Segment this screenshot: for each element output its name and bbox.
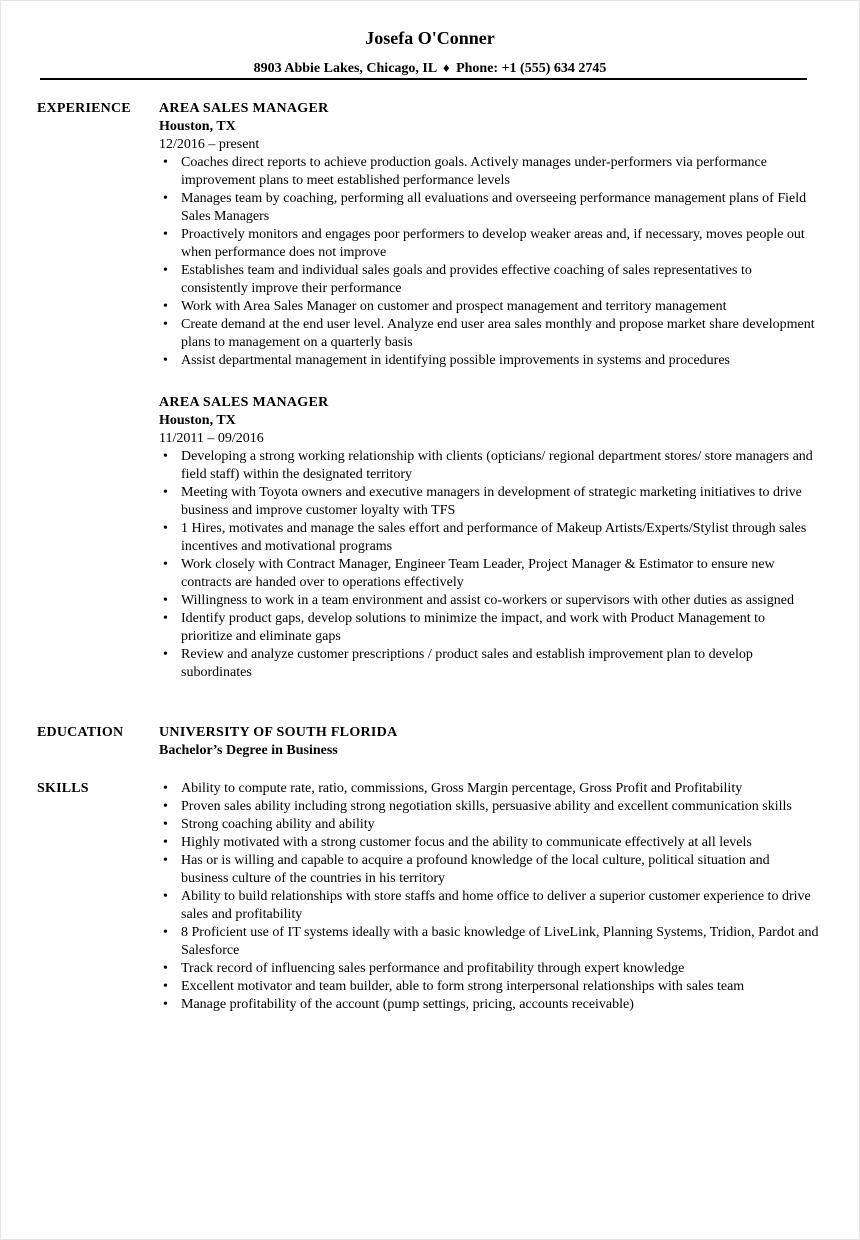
job-bullets: [159, 154, 819, 370]
school-name: UNIVERSITY OF SOUTH FLORIDA: [159, 725, 398, 740]
bullet-text: Coaches direct reports to achieve production goals. Actively manages under-performers via performance improvement plans to meet established performance levels: [181, 155, 767, 188]
bullet-icon: •: [163, 299, 168, 314]
bullet-icon: •: [163, 521, 168, 536]
list-item: [159, 298, 819, 316]
job-title: AREA SALES MANAGER: [159, 101, 329, 116]
job-entry: [159, 394, 819, 682]
contact-line: [1, 59, 859, 78]
bullet-text: Work with Area Sales Manager on customer and prospect management and territory management: [181, 299, 727, 314]
list-item: [159, 556, 819, 592]
bullet-icon: •: [163, 263, 168, 278]
bullet-icon: •: [163, 997, 168, 1012]
skill-text: Ability to build relationships with store staffs and home office to deliver a superior customer experience to drive sales and profitability: [181, 889, 811, 922]
bullet-text: Create demand at the end user level. Analyze end user area sales monthly and propose market share development plans to management on a quarterly basis: [181, 317, 815, 350]
bullet-icon: •: [163, 485, 168, 500]
job-dates: 12/2016 – present: [159, 137, 260, 152]
bullet-icon: •: [163, 317, 168, 332]
skill-text: Strong coaching ability and ability: [181, 817, 375, 832]
bullet-icon: •: [163, 155, 168, 170]
bullet-text: Developing a strong working relationship with clients (opticians/ regional department stores/ store managers and field staff) within the designated territory: [181, 449, 813, 482]
bullet-icon: •: [163, 353, 168, 368]
skill-text: Excellent motivator and team builder, able to form strong interpersonal relationships with sales team: [181, 979, 745, 994]
skills-list: [159, 780, 819, 1014]
degree: Bachelor’s Degree in Business: [159, 743, 338, 758]
list-item: [159, 798, 819, 816]
bullet-icon: •: [163, 611, 168, 626]
list-item: [159, 520, 819, 556]
diamond-separator-icon: ♦: [442, 60, 450, 75]
list-item: [159, 646, 819, 682]
bullet-icon: •: [163, 593, 168, 608]
job-entry: [159, 100, 819, 370]
bullet-icon: •: [163, 817, 168, 832]
list-item: [159, 610, 819, 646]
list-item: [159, 154, 819, 190]
bullet-text: Meeting with Toyota owners and executive managers in development of strategic marketing initiatives to drive business and improve customer loyalty with TFS: [181, 485, 802, 518]
list-item: [159, 262, 819, 298]
list-item: [159, 960, 819, 978]
list-item: [159, 978, 819, 996]
list-item: [159, 834, 819, 852]
bullet-icon: •: [163, 557, 168, 572]
skills-body: [159, 780, 819, 1014]
list-item: [159, 592, 819, 610]
address: 8903 Abbie Lakes, Chicago, IL: [253, 61, 437, 76]
bullet-text: Assist departmental management in identifying possible improvements in systems and procedures: [181, 353, 731, 368]
list-item: [159, 852, 819, 888]
skill-text: Manage profitability of the account (pump settings, pricing, accounts receivable): [181, 997, 634, 1012]
bullet-text: 1 Hires, motivates and manage the sales effort and performance of Makeup Artists/Experts/Stylist through sales incentives and motivational programs: [181, 521, 807, 554]
list-item: [159, 448, 819, 484]
list-item: [159, 484, 819, 520]
bullet-icon: •: [163, 799, 168, 814]
bullet-text: Work closely with Contract Manager, Engineer Team Leader, Project Manager & Estimator to ensure new contracts are handed over to operations effectively: [181, 557, 775, 590]
bullet-text: Identify product gaps, develop solutions to minimize the impact, and work with Product Management to prioritize and eliminate gaps: [181, 611, 765, 644]
bullet-icon: •: [163, 889, 168, 904]
candidate-name: Josefa O'Conner: [365, 28, 495, 48]
list-item: [159, 780, 819, 798]
bullet-icon: •: [163, 835, 168, 850]
list-item: [159, 316, 819, 352]
bullet-icon: •: [163, 979, 168, 994]
skill-text: Track record of influencing sales performance and profitability through expert knowledge: [181, 961, 685, 976]
experience-body: [159, 100, 819, 682]
skill-text: Has or is willing and capable to acquire a profound knowledge of the local culture, political situation and business culture of the countries in his territory: [181, 853, 770, 886]
list-item: [159, 888, 819, 924]
job-title: AREA SALES MANAGER: [159, 395, 329, 410]
job-location: Houston, TX: [159, 413, 236, 428]
bullet-icon: •: [163, 853, 168, 868]
job-location: Houston, TX: [159, 119, 236, 134]
skill-text: Highly motivated with a strong customer focus and the ability to communicate effectively at all levels: [181, 835, 752, 850]
list-item: [159, 226, 819, 262]
header-divider: [40, 78, 807, 80]
bullet-icon: •: [163, 191, 168, 206]
bullet-icon: •: [163, 925, 168, 940]
list-item: [159, 996, 819, 1014]
job-dates: 11/2011 – 09/2016: [159, 431, 264, 446]
bullet-icon: •: [163, 449, 168, 464]
list-item: [159, 924, 819, 960]
experience-heading: EXPERIENCE: [37, 101, 131, 116]
bullet-text: Review and analyze customer prescriptions / product sales and establish improvement plan to develop subordinates: [181, 647, 753, 680]
job-bullets: [159, 448, 819, 682]
skill-text: 8 Proficient use of IT systems ideally with a basic knowledge of LiveLink, Planning Systems, Tridion, Pardot and Salesforce: [181, 925, 819, 958]
bullet-icon: •: [163, 961, 168, 976]
education-heading: EDUCATION: [37, 725, 124, 740]
bullet-icon: •: [163, 647, 168, 662]
bullet-text: Willingness to work in a team environment and assist co-workers or supervisors with other duties as assigned: [181, 593, 794, 608]
bullet-text: Proactively monitors and engages poor performers to develop weaker areas and, if necessary, moves people out when performance does not improve: [181, 227, 805, 260]
phone: Phone: +1 (555) 634 2745: [456, 61, 607, 76]
education-body: [159, 724, 819, 760]
list-item: [159, 352, 819, 370]
bullet-text: Establishes team and individual sales goals and provides effective coaching of sales representatives to consistently improve their performance: [181, 263, 752, 296]
bullet-icon: •: [163, 781, 168, 796]
bullet-text: Manages team by coaching, performing all evaluations and overseeing performance management plans of Field Sales Managers: [181, 191, 807, 224]
skill-text: Proven sales ability including strong negotiation skills, persuasive ability and excellent communication skills: [181, 799, 792, 814]
skill-text: Ability to compute rate, ratio, commissions, Gross Margin percentage, Gross Profit and Profitability: [181, 781, 743, 796]
skills-heading: SKILLS: [37, 781, 89, 796]
list-item: [159, 816, 819, 834]
bullet-icon: •: [163, 227, 168, 242]
list-item: [159, 190, 819, 226]
